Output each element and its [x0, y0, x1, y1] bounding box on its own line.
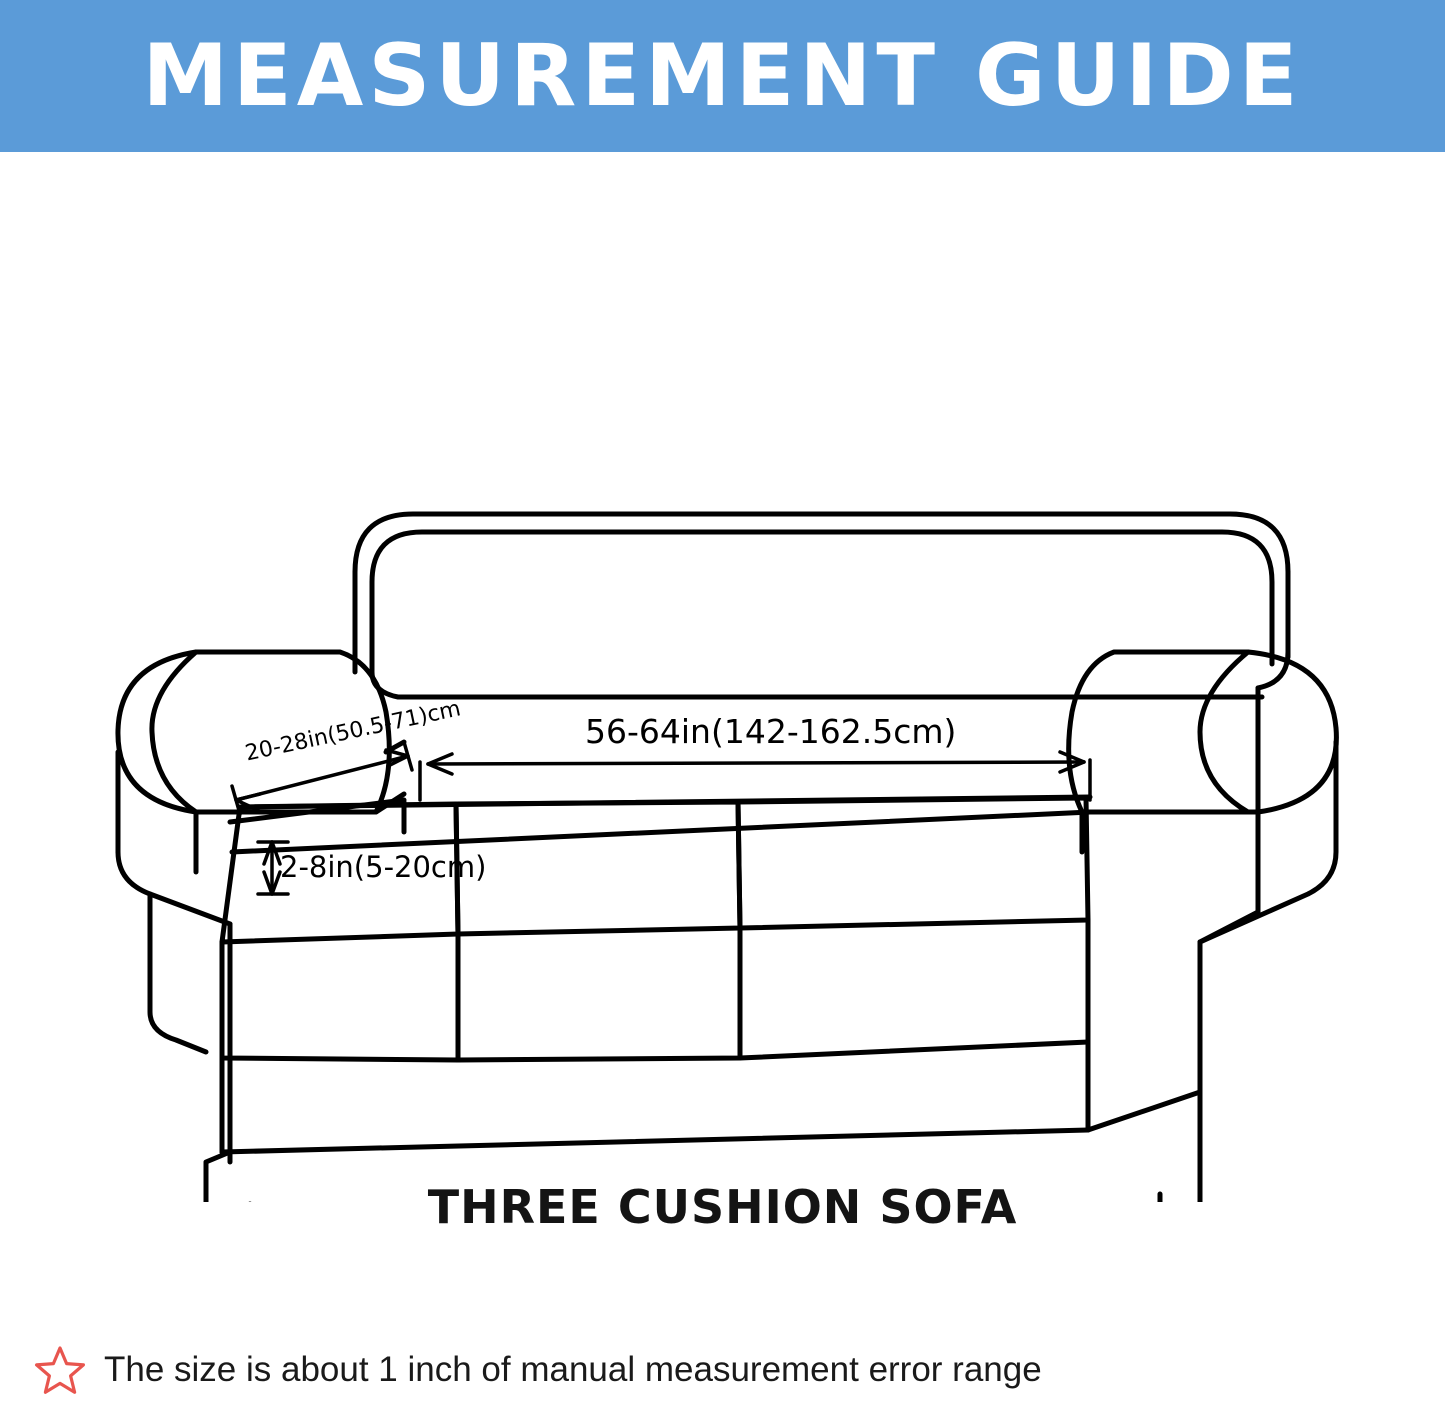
- page-title: MEASUREMENT GUIDE: [142, 26, 1303, 126]
- sofa-line-art: [0, 152, 1445, 1202]
- measurement-label-seat-width: 56-64in(142-162.5cm): [585, 712, 957, 751]
- diagram-caption: THREE CUSHION SOFA: [427, 1180, 1018, 1234]
- star-icon: [34, 1344, 86, 1396]
- measurement-label-cushion-height: 2-8in(5-20cm): [280, 850, 487, 884]
- footer-note: [0, 1330, 1445, 1410]
- sofa-diagram: [0, 152, 1445, 1202]
- header-banner: [0, 0, 1445, 152]
- footer-note-text: The size is about 1 inch of manual measurement error range: [104, 1350, 1042, 1389]
- measurement-label-arm-depth: 20-28in(50.5-71)cm: [243, 696, 463, 767]
